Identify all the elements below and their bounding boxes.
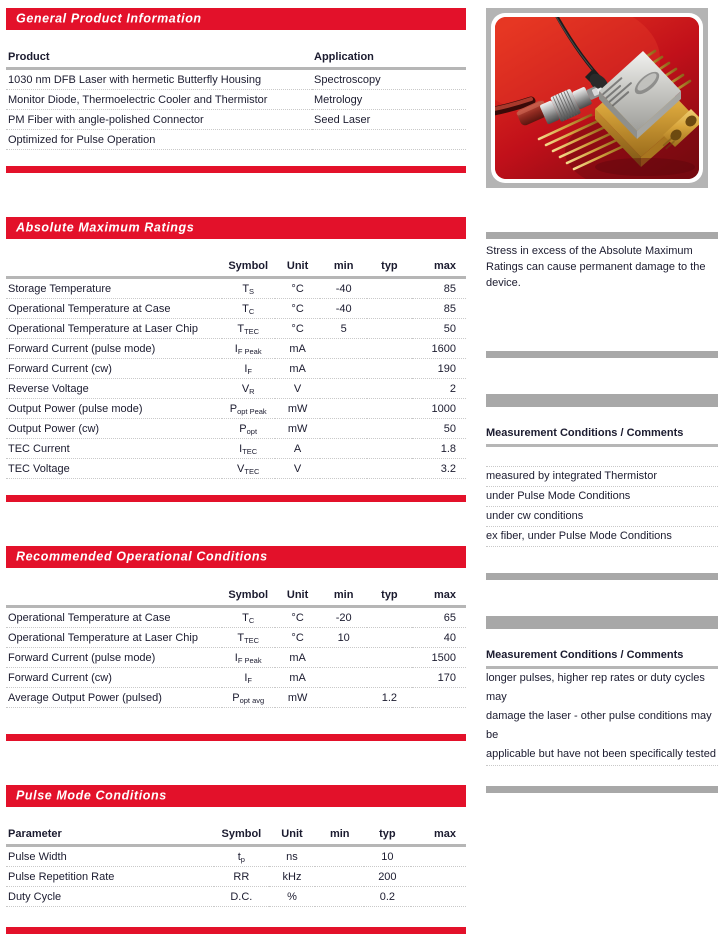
symbol-subscript: TEC <box>244 466 260 476</box>
comments-header-pulse-mode: Measurement Conditions / Comments <box>486 645 718 669</box>
table-row <box>6 359 466 379</box>
cell-typ <box>367 607 412 628</box>
cell-product: Monitor Diode, Thermoelectric Cooler and Thermistor <box>6 90 312 110</box>
column-header-unit: Unit <box>275 255 320 278</box>
column-header-product: Product <box>6 46 312 69</box>
column-header-application: Application <box>312 46 466 69</box>
recommended-comments-list <box>486 447 718 547</box>
cell-max: 2 <box>412 379 466 399</box>
cell-typ: 200 <box>364 867 411 887</box>
table-row <box>6 299 466 319</box>
cell-min: -40 <box>320 299 367 319</box>
cell-min <box>320 668 367 688</box>
recommended-conditions-body <box>6 607 466 708</box>
cell-symbol: $I_{F Peak}$ <box>222 339 275 359</box>
cell-product: 1030 nm DFB Laser with hermetic Butterfly Housing <box>6 69 312 90</box>
cell-typ <box>367 668 412 688</box>
pulse-mode-conditions-table <box>6 823 466 907</box>
recommended-conditions-table <box>6 584 466 708</box>
spacer <box>486 766 718 786</box>
spacer <box>486 407 718 423</box>
cell-min <box>320 379 367 399</box>
column-header-max: max <box>412 255 466 278</box>
column-header-max: max <box>412 584 466 607</box>
cell-max: 50 <box>412 419 466 439</box>
cell-symbol: $T_C$ <box>222 299 275 319</box>
table-header-row <box>6 46 466 69</box>
column-header-symbol: Symbol <box>214 823 268 846</box>
cell-min <box>315 846 364 867</box>
symbol-subscript: C <box>248 306 255 316</box>
cell-unit: A <box>275 439 320 459</box>
symbol-subscript: R <box>249 386 255 396</box>
symbol-subscript: opt avg <box>239 695 265 705</box>
cell-max: 170 <box>412 668 466 688</box>
spacer <box>486 629 718 645</box>
cell-typ <box>367 648 412 668</box>
cell-max <box>411 867 466 887</box>
cell-parameter: Pulse Repetition Rate <box>6 867 214 887</box>
cell-typ <box>367 339 412 359</box>
cell-parameter: Storage Temperature <box>6 278 222 299</box>
absolute-max-ratings-table <box>6 255 466 479</box>
section-divider-bar-recommended <box>6 734 466 741</box>
butterfly-package-laser-diode-photo <box>495 17 699 179</box>
table-row <box>6 278 466 299</box>
cell-symbol: $I_F$ <box>222 359 275 379</box>
cell-unit: °C <box>275 299 320 319</box>
cell-typ <box>367 319 412 339</box>
comment-row: ex fiber, under Pulse Mode Conditions <box>486 527 718 547</box>
section-divider-bar-right-absolute-max <box>486 351 718 358</box>
cell-product: PM Fiber with angle-polished Connector <box>6 110 312 130</box>
table-row <box>6 69 466 90</box>
cell-symbol: $I_{F Peak}$ <box>222 648 275 668</box>
cell-max <box>411 846 466 867</box>
cell-unit: V <box>275 379 320 399</box>
cell-max: 1000 <box>412 399 466 419</box>
column-header-unit: Unit <box>269 823 316 846</box>
column-header-symbol: Symbol <box>222 584 275 607</box>
cell-unit: mA <box>275 359 320 379</box>
cell-unit: V <box>275 459 320 479</box>
general-product-table <box>6 46 466 150</box>
cell-max: 1.8 <box>412 439 466 459</box>
section-title-general: General Product Information <box>16 11 202 26</box>
cell-parameter: Forward Current (pulse mode) <box>6 339 222 359</box>
cell-max: 3.2 <box>412 459 466 479</box>
note-top-bar-absolute-max <box>486 232 718 239</box>
cell-parameter: Reverse Voltage <box>6 379 222 399</box>
spacer <box>6 502 466 538</box>
table-row <box>6 319 466 339</box>
cell-unit: °C <box>275 628 320 648</box>
column-header-typ: typ <box>367 584 412 607</box>
section-divider-bar-right-recommended <box>486 573 718 580</box>
cell-min <box>320 439 367 459</box>
product-photo-inner <box>491 13 703 183</box>
spacer <box>6 479 466 495</box>
cell-min <box>320 688 367 708</box>
cell-typ <box>367 459 412 479</box>
cell-max <box>411 887 466 907</box>
cell-typ <box>367 439 412 459</box>
cell-typ <box>367 278 412 299</box>
cell-parameter: Operational Temperature at Case <box>6 299 222 319</box>
section-divider-bar-general <box>6 166 466 173</box>
spacer <box>486 358 718 394</box>
column-header-typ: typ <box>364 823 411 846</box>
product-photo-frame <box>486 8 708 188</box>
cell-unit: mA <box>275 339 320 359</box>
table-row <box>6 628 466 648</box>
symbol-subscript: C <box>248 615 255 625</box>
cell-min <box>320 339 367 359</box>
cell-application: Spectroscopy <box>312 69 466 90</box>
pulse-mode-conditions-body <box>6 846 466 907</box>
cell-symbol: $T_{TEC}$ <box>222 319 275 339</box>
cell-product: Optimized for Pulse Operation <box>6 130 312 150</box>
cell-symbol: D.C. <box>214 887 268 907</box>
cell-parameter: TEC Voltage <box>6 459 222 479</box>
cell-min <box>320 359 367 379</box>
table-row <box>6 399 466 419</box>
symbol-subscript: opt Peak <box>237 406 267 416</box>
cell-unit: mW <box>275 399 320 419</box>
cell-typ: 10 <box>364 846 411 867</box>
table-row <box>6 688 466 708</box>
table-row <box>6 648 466 668</box>
cell-min <box>315 887 364 907</box>
cell-typ: 1.2 <box>367 688 412 708</box>
cell-max: 1600 <box>412 339 466 359</box>
table-header-row <box>6 255 466 278</box>
cell-symbol: RR <box>214 867 268 887</box>
cell-max <box>412 688 466 708</box>
section-header-recommended <box>6 546 466 568</box>
table-row <box>6 419 466 439</box>
column-header-min: min <box>320 584 367 607</box>
cell-unit: °C <box>275 278 320 299</box>
comments-header-recommended: Measurement Conditions / Comments <box>486 423 718 447</box>
cell-symbol: $V_R$ <box>222 379 275 399</box>
table-row <box>6 846 466 867</box>
cell-symbol: $t_p$ <box>214 846 268 867</box>
cell-max: 85 <box>412 299 466 319</box>
absolute-max-note: Stress in excess of the Absolute Maximum Ratings can cause permanent damage to the device. <box>486 245 706 289</box>
spacer <box>6 807 466 823</box>
cell-max: 190 <box>412 359 466 379</box>
cell-unit: °C <box>275 607 320 628</box>
cell-min <box>320 459 367 479</box>
symbol-subscript: p <box>240 854 245 864</box>
section-divider-bar-right-pulse-mode <box>486 786 718 793</box>
column-header-parameter <box>6 584 222 607</box>
pulse-mode-comment-paragraph <box>486 669 718 766</box>
cell-min <box>315 867 364 887</box>
symbol-subscript: TEC <box>242 446 258 456</box>
spacer <box>6 173 466 209</box>
cell-min: -40 <box>320 278 367 299</box>
comment-line: longer pulses, higher rep rates or duty cycles may <box>486 672 705 703</box>
cell-application: Metrology <box>312 90 466 110</box>
cell-typ <box>367 359 412 379</box>
cell-parameter: TEC Current <box>6 439 222 459</box>
section-header-absolute-max <box>6 217 466 239</box>
section-title-recommended: Recommended Operational Conditions <box>16 549 268 564</box>
cell-parameter: Forward Current (pulse mode) <box>6 648 222 668</box>
cell-typ <box>367 379 412 399</box>
cell-unit: mW <box>275 419 320 439</box>
section-divider-bar-right-pulse-top <box>486 616 718 629</box>
table-row <box>6 439 466 459</box>
cell-parameter: Operational Temperature at Case <box>6 607 222 628</box>
cell-max: 65 <box>412 607 466 628</box>
symbol-subscript: F <box>247 675 253 685</box>
cell-unit: % <box>269 887 316 907</box>
cell-parameter: Operational Temperature at Laser Chip <box>6 319 222 339</box>
section-title-absolute-max: Absolute Maximum Ratings <box>16 220 195 235</box>
absolute-max-ratings-body <box>6 278 466 479</box>
cell-symbol: $T_{TEC}$ <box>222 628 275 648</box>
comment-row: under cw conditions <box>486 507 718 527</box>
spacer <box>486 547 718 573</box>
cell-parameter: Output Power (cw) <box>6 419 222 439</box>
cell-parameter: Pulse Width <box>6 846 214 867</box>
cell-typ <box>367 299 412 319</box>
cell-symbol: $P_{opt}$ <box>222 419 275 439</box>
spacer <box>486 580 718 616</box>
cell-min: 5 <box>320 319 367 339</box>
cell-symbol: $T_S$ <box>222 278 275 299</box>
cell-parameter: Average Output Power (pulsed) <box>6 688 222 708</box>
table-row <box>6 607 466 628</box>
spacer <box>6 150 466 166</box>
spacer <box>6 239 466 255</box>
cell-unit: mA <box>275 648 320 668</box>
column-header-parameter <box>6 255 222 278</box>
cell-typ <box>367 419 412 439</box>
spacer <box>6 30 466 46</box>
symbol-subscript: opt <box>246 426 258 436</box>
cell-min <box>320 399 367 419</box>
spacer <box>6 741 466 777</box>
spacer <box>486 188 718 232</box>
cell-min <box>320 648 367 668</box>
cell-typ <box>367 399 412 419</box>
cell-min <box>320 419 367 439</box>
table-row <box>6 90 466 110</box>
section-divider-bar-pulse-mode <box>6 927 466 934</box>
section-title-pulse-mode: Pulse Mode Conditions <box>16 788 167 803</box>
column-header-min: min <box>315 823 364 846</box>
symbol-subscript: TEC <box>244 635 260 645</box>
cell-symbol: $I_F$ <box>222 668 275 688</box>
table-row <box>6 379 466 399</box>
cell-max: 50 <box>412 319 466 339</box>
symbol-subscript: F Peak <box>237 346 262 356</box>
cell-unit: ns <box>269 846 316 867</box>
table-row <box>6 887 466 907</box>
table-row <box>6 339 466 359</box>
table-row <box>6 130 466 150</box>
table-header-row <box>6 584 466 607</box>
cell-symbol: $P_{opt avg}$ <box>222 688 275 708</box>
left-column <box>6 0 466 934</box>
comment-row: measured by integrated Thermistor <box>486 467 718 487</box>
cell-symbol: $T_C$ <box>222 607 275 628</box>
cell-max: 85 <box>412 278 466 299</box>
table-row <box>6 668 466 688</box>
cell-min: 10 <box>320 628 367 648</box>
cell-parameter: Output Power (pulse mode) <box>6 399 222 419</box>
cell-parameter: Forward Current (cw) <box>6 668 222 688</box>
cell-parameter: Forward Current (cw) <box>6 359 222 379</box>
symbol-subscript: F Peak <box>237 655 262 665</box>
table-row <box>6 867 466 887</box>
section-header-pulse-mode <box>6 785 466 807</box>
cell-max: 40 <box>412 628 466 648</box>
cell-parameter: Operational Temperature at Laser Chip <box>6 628 222 648</box>
comment-line: damage the laser - other pulse conditions may be <box>486 710 712 741</box>
cell-min: -20 <box>320 607 367 628</box>
cell-unit: kHz <box>269 867 316 887</box>
symbol-subscript: F <box>247 366 253 376</box>
comment-row: under Pulse Mode Conditions <box>486 487 718 507</box>
column-header-symbol: Symbol <box>222 255 275 278</box>
column-header-typ: typ <box>367 255 412 278</box>
cell-symbol: $P_{opt Peak}$ <box>222 399 275 419</box>
table-row <box>6 110 466 130</box>
column-header-unit: Unit <box>275 584 320 607</box>
column-header-max: max <box>411 823 466 846</box>
cell-unit: mW <box>275 688 320 708</box>
comment-line: applicable but have not been specifically tested <box>486 748 716 760</box>
column-header-min: min <box>320 255 367 278</box>
cell-parameter: Duty Cycle <box>6 887 214 907</box>
cell-unit: °C <box>275 319 320 339</box>
section-header-general <box>6 8 466 30</box>
cell-unit: mA <box>275 668 320 688</box>
cell-symbol: $V_{TEC}$ <box>222 459 275 479</box>
cell-symbol: $I_{TEC}$ <box>222 439 275 459</box>
cell-typ <box>367 628 412 648</box>
spacer <box>486 291 718 351</box>
spacer <box>6 907 466 927</box>
column-header-parameter: Parameter <box>6 823 214 846</box>
table-row <box>6 459 466 479</box>
table-header-row <box>6 823 466 846</box>
section-divider-bar-right-recommended-top <box>486 394 718 407</box>
symbol-subscript: S <box>249 286 255 296</box>
cell-max: 1500 <box>412 648 466 668</box>
spacer <box>6 708 466 734</box>
cell-typ: 0.2 <box>364 887 411 907</box>
comment-row-empty <box>486 447 718 467</box>
cell-application: Seed Laser <box>312 110 466 130</box>
symbol-subscript: TEC <box>244 326 260 336</box>
cell-application <box>312 130 466 150</box>
section-divider-bar-absolute-max <box>6 495 466 502</box>
spacer <box>6 568 466 584</box>
right-column <box>486 0 718 793</box>
